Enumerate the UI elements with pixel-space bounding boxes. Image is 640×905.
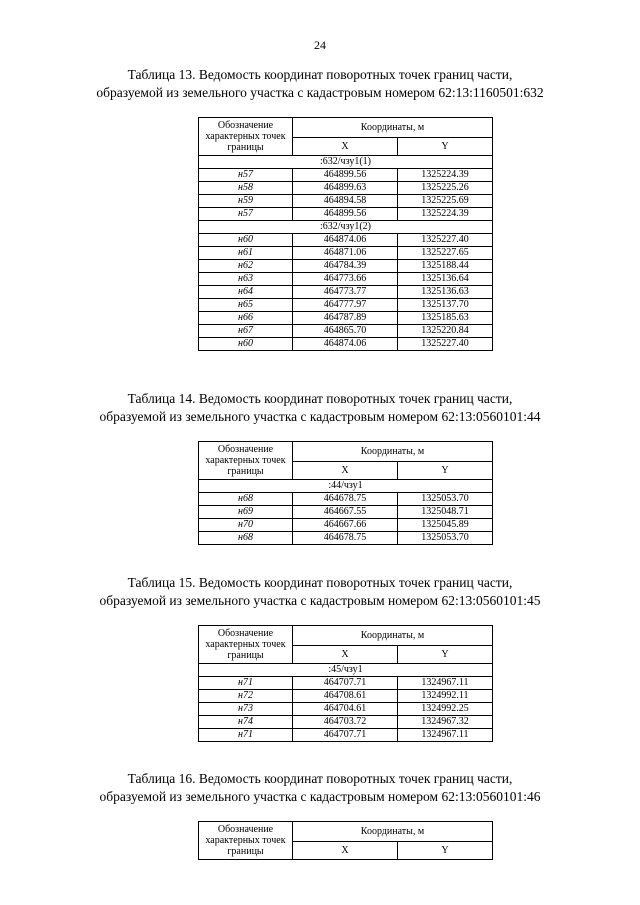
point-name: н64	[199, 286, 293, 299]
y-value: 1325224.39	[398, 169, 493, 182]
caption-line-2: образуемой из земельного участка с кадастровым номером 62:13:0560101:46	[99, 789, 541, 804]
point-name: н69	[199, 506, 293, 519]
table-row	[199, 493, 493, 506]
coordinates-header: Координаты, м	[293, 442, 493, 462]
caption-line-1: Таблица 16. Ведомость координат поворотных точек границ части,	[127, 771, 513, 786]
x-value: 464777.97	[293, 299, 398, 312]
point-name: н70	[199, 519, 293, 532]
y-value: 1325048.71	[398, 506, 493, 519]
table-row	[199, 195, 493, 208]
caption-line-1: Таблица 15. Ведомость координат поворотных точек границ части,	[127, 575, 513, 590]
group-row	[199, 156, 493, 169]
x-value: 464871.06	[293, 247, 398, 260]
x-value: 464708.61	[293, 690, 398, 703]
x-value: 464899.63	[293, 182, 398, 195]
coordinates-table	[198, 821, 493, 860]
coordinates-table	[198, 625, 493, 742]
point-name: н71	[199, 729, 293, 742]
table-row	[199, 716, 493, 729]
header-row	[199, 442, 493, 462]
table-row	[199, 312, 493, 325]
table-row	[199, 325, 493, 338]
group-title: :45/чзу1	[199, 664, 493, 677]
y-value: 1324967.11	[398, 677, 493, 690]
y-value: 1325227.65	[398, 247, 493, 260]
y-value: 1324967.32	[398, 716, 493, 729]
x-value: 464899.56	[293, 169, 398, 182]
x-value: 464667.66	[293, 519, 398, 532]
x-value: 464678.75	[293, 532, 398, 545]
coordinates-table	[198, 117, 493, 351]
caption-line-1: Таблица 13. Ведомость координат поворотных точек границ части,	[127, 67, 513, 82]
table-row	[199, 690, 493, 703]
point-name: н68	[199, 493, 293, 506]
table-row	[199, 260, 493, 273]
table-row	[199, 299, 493, 312]
x-value: 464773.77	[293, 286, 398, 299]
x-value: 464773.66	[293, 273, 398, 286]
y-header: Y	[398, 842, 493, 860]
y-value: 1325220.84	[398, 325, 493, 338]
y-value: 1325225.26	[398, 182, 493, 195]
y-value: 1325053.70	[398, 493, 493, 506]
point-name: н71	[199, 677, 293, 690]
point-name: н62	[199, 260, 293, 273]
point-name: н73	[199, 703, 293, 716]
table-row	[199, 273, 493, 286]
y-header: Y	[398, 462, 493, 480]
point-name: н60	[199, 234, 293, 247]
point-name: н60	[199, 338, 293, 351]
x-header: X	[293, 462, 398, 480]
coordinates-header: Координаты, м	[293, 822, 493, 842]
table-row	[199, 247, 493, 260]
point-name: н66	[199, 312, 293, 325]
coordinates-table	[198, 441, 493, 545]
point-header: Обозначение характерных точек границы	[199, 442, 293, 480]
point-name: н74	[199, 716, 293, 729]
y-value: 1325224.39	[398, 208, 493, 221]
group-title: :44/чзу1	[199, 480, 493, 493]
table-caption	[40, 390, 600, 426]
x-value: 464899.56	[293, 208, 398, 221]
x-value: 464703.72	[293, 716, 398, 729]
table-row	[199, 519, 493, 532]
y-value: 1325185.63	[398, 312, 493, 325]
caption-line-2: образуемой из земельного участка с кадастровым номером 62:13:0560101:45	[99, 593, 541, 608]
coordinates-header: Координаты, м	[293, 118, 493, 138]
point-header: Обозначение характерных точек границы	[199, 118, 293, 156]
caption-line-2: образуемой из земельного участка с кадастровым номером 62:13:1160501:632	[96, 85, 544, 100]
group-row	[199, 480, 493, 493]
x-value: 464865.70	[293, 325, 398, 338]
header-row	[199, 822, 493, 842]
group-title: :632/чзу1(2)	[199, 221, 493, 234]
y-value: 1324967.11	[398, 729, 493, 742]
y-value: 1325053.70	[398, 532, 493, 545]
x-value: 464894.58	[293, 195, 398, 208]
point-name: н57	[199, 169, 293, 182]
x-value: 464787.89	[293, 312, 398, 325]
table-row	[199, 286, 493, 299]
x-value: 464707.71	[293, 729, 398, 742]
coordinates-header: Координаты, м	[293, 626, 493, 646]
x-value: 464707.71	[293, 677, 398, 690]
x-header: X	[293, 646, 398, 664]
page-number: 24	[314, 38, 326, 52]
y-value: 1325227.40	[398, 338, 493, 351]
table-row	[199, 677, 493, 690]
y-value: 1325227.40	[398, 234, 493, 247]
y-value: 1325225.69	[398, 195, 493, 208]
point-name: н59	[199, 195, 293, 208]
table-caption	[40, 574, 600, 610]
point-name: н57	[199, 208, 293, 221]
point-name: н65	[199, 299, 293, 312]
table-row	[199, 729, 493, 742]
y-value: 1325136.63	[398, 286, 493, 299]
x-value: 464704.61	[293, 703, 398, 716]
x-value: 464667.55	[293, 506, 398, 519]
y-header: Y	[398, 138, 493, 156]
x-value: 464874.06	[293, 234, 398, 247]
y-value: 1325045.89	[398, 519, 493, 532]
point-name: н72	[199, 690, 293, 703]
table-caption	[40, 770, 600, 806]
point-name: н68	[199, 532, 293, 545]
group-row	[199, 664, 493, 677]
caption-line-1: Таблица 14. Ведомость координат поворотных точек границ части,	[127, 391, 513, 406]
x-header: X	[293, 842, 398, 860]
y-header: Y	[398, 646, 493, 664]
table-row	[199, 338, 493, 351]
y-value: 1325136.64	[398, 273, 493, 286]
group-title: :632/чзу1(1)	[199, 156, 493, 169]
caption-line-2: образуемой из земельного участка с кадастровым номером 62:13:0560101:44	[99, 409, 541, 424]
table-caption	[40, 66, 600, 102]
point-name: н63	[199, 273, 293, 286]
table-row	[199, 208, 493, 221]
table-row	[199, 506, 493, 519]
table-row	[199, 703, 493, 716]
header-row	[199, 118, 493, 138]
x-header: X	[293, 138, 398, 156]
point-name: н58	[199, 182, 293, 195]
header-row	[199, 626, 493, 646]
table-row	[199, 182, 493, 195]
table-row	[199, 234, 493, 247]
x-value: 464678.75	[293, 493, 398, 506]
table-row	[199, 532, 493, 545]
y-value: 1324992.25	[398, 703, 493, 716]
y-value: 1325137.70	[398, 299, 493, 312]
point-header: Обозначение характерных точек границы	[199, 626, 293, 664]
y-value: 1325188.44	[398, 260, 493, 273]
point-name: н61	[199, 247, 293, 260]
table-row	[199, 169, 493, 182]
y-value: 1324992.11	[398, 690, 493, 703]
group-row	[199, 221, 493, 234]
x-value: 464874.06	[293, 338, 398, 351]
point-name: н67	[199, 325, 293, 338]
point-header: Обозначение характерных точек границы	[199, 822, 293, 860]
x-value: 464784.39	[293, 260, 398, 273]
